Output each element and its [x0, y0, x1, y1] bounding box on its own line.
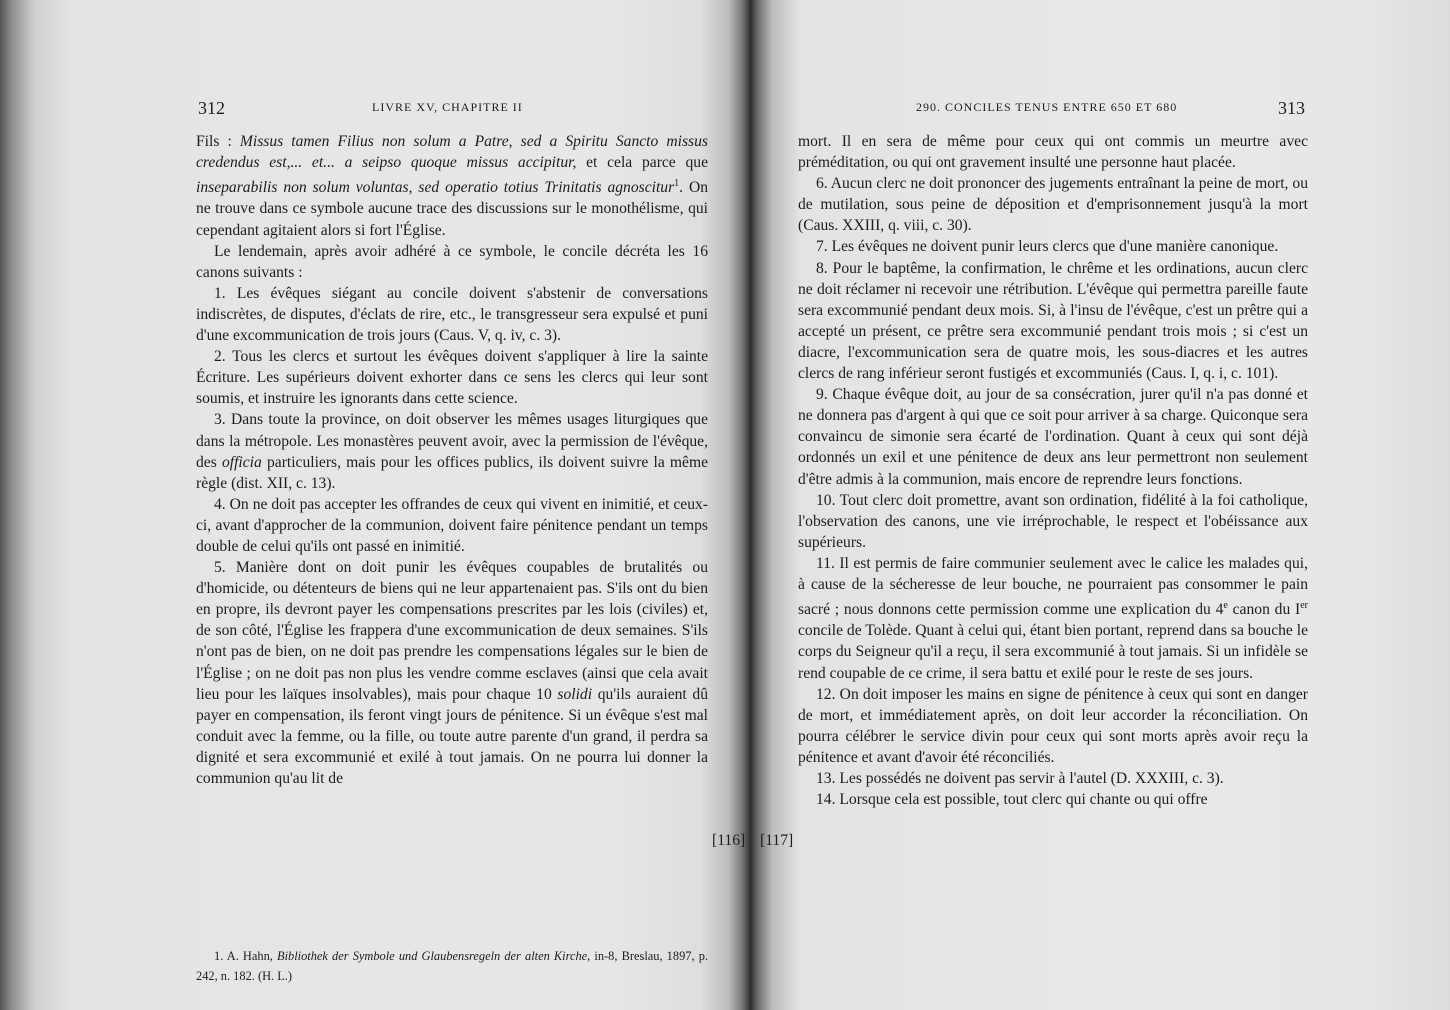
right-running-header: 290. CONCILES TENUS ENTRE 650 ET 680 — [916, 100, 1178, 114]
paragraph: 12. On doit imposer les mains en signe de pénitence à ceux qui sont en danger de mort, et immédiatement après, on doit leur accorder la réconciliation. On pourra célébrer le service divin pour ceux qui sont morts après avoir reçu la pénitence et avant d'avoir été réconciliés. — [798, 685, 1308, 766]
paragraph: 11. Il est permis de faire communier seulement avec le calice les malades qui, à cause de la sécheresse de leur bouche, ne pourraient pas consommer le pain sacré ; nous donnons cette permission comme une explication du 4e canon du Ier concile de Tolède. Quant à celui qui, étant bien portant, reprend dans sa bouche le corps du Seigneur qu'il a reçu, il sera excommunié à tout jamais. Si un infidèle se rend coupable de ce crime, il sera battu et exilé pour le reste de ses jours. — [798, 554, 1308, 682]
paragraph: 8. Pour le baptême, la confirmation, le chrême et les ordinations, aucun clerc ne doit réclamer ni recevoir une rétribution. L'évêque qui permettra pareille faute sera excommunié pendant deux mois. Si, à l'insu de l'évêque, c'est un prêtre qui a accepté un présent, ce prêtre sera excommunié pendant trois mois ; si c'est un diacre, l'excommunication sera de quatre mois, les sous-diacres et les autres clercs de rang inférieur seront fustigés et excommuniés (Caus. I, q. i, c. 101). — [798, 259, 1308, 383]
paragraph: Fils : Missus tamen Filius non solum a Patre, sed a Spiritu Sancto missus credendus est,... et... a seipso quoque missus accipitur, et cela parce que inseparabilis non solum voluntas, sed operatio totius Trinitatis agnoscitur$^1$. On ne trouve dans ce symbole aucune trace des discussions sur le monothélisme, qui cependant agitaient alors si fort l'Église. — [196, 133, 709, 239]
paragraph: 1. Les évêques siégant au concile doivent s'abstenir de conversations indiscrètes, de disputes, d'éclats de rire, etc., le transgresseur sera expulsé et puni d'une excommunication de trois jours (Caus. V, q. iv, c. 3). — [196, 284, 708, 345]
right-marginal-page-ref: [117] — [760, 832, 794, 849]
paragraph: 14. Lorsque cela est possible, tout clerc qui chante ou qui offre — [816, 791, 1208, 809]
right-body-text — [798, 131, 1308, 810]
footnote: 1. A. Hahn, Bibliothek der Symbole und Glaubensregeln der alten Kirche, in-8, Breslau, 1897, p. 242, n. 182. (H. L.) — [196, 949, 708, 983]
paragraph: 7. Les évêques ne doivent punir leurs clercs que d'une manière canonique. — [816, 238, 1279, 256]
footnote-ref[interactable]: 1 — [674, 178, 680, 190]
left-body-text — [196, 131, 708, 789]
paragraph: 3. Dans toute la province, on doit observer les mêmes usages liturgiques que dans la métropole. Les monastères peuvent avoir, avec la permission de l'évêque, des officia particuliers, mais pour les offices publics, ils doivent suivre la même règle (dist. XII, c. 13). — [196, 411, 709, 492]
paragraph: 4. On ne doit pas accepter les offrandes de ceux qui vivent en inimitié, et ceux-ci, avant d'approcher de la communion, doivent faire pénitence pendant un temps double de celui qu'ils ont passé en inimitié. — [196, 495, 708, 555]
paragraph: 9. Chaque évêque doit, au jour de sa consécration, jurer qu'il n'a pas donné et ne donnera pas d'argent à qui que ce soit pour arriver à sa charge. Quiconque sera convaincu de simonie sera écarté de l'ordination. Quant à ceux qui sont déjà ordonnés un exil et une pénitence de deux ans leur permettront non seulement d'être admis à la communion, mais encore de reprendre leurs fonctions. — [798, 386, 1308, 488]
right-page — [750, 0, 1450, 1010]
paragraph: 2. Tous les clercs et surtout les évêques doivent s'appliquer à lire la sainte Écriture. Les supérieurs doivent exhorter dans ce sens les clercs qui leur sont soumis, et instruire les ignorants dans cette science. — [196, 348, 708, 408]
left-page-number: 312 — [198, 98, 225, 118]
paragraph: 6. Aucun clerc ne doit prononcer des jugements entraînant la peine de mort, ou de mutilation, sous peine de déposition et d'emprisonnement jusqu'à la mort (Caus. XXIII, q. viii, c. 30). — [798, 175, 1308, 235]
paragraph: 5. Manière dont on doit punir les évêques coupables de brutalités ou d'homicide, ou détenteurs de biens qui ne leur appartenaient pas. S'ils ont du bien en propre, ils devront payer les compensations prescrites par les lois (civiles) et, de son côté, l'Église les frappera d'une excommunication de deux semaines. S'ils n'ont pas de bien, on ne doit pas prendre les compensations légales sur le bien de l'Église ; on ne doit pas non plus les vendre comme esclaves (ainsi que cela avait lieu pour les laïques insolvables), mais pour chaque 10 solidi qu'ils auraient dû payer en compensation, ils feront vingt jours de pénitence. Si un évêque s'est mal conduit avec la femme, ou la fille, ou toute autre parente d'un grand, il perdra sa dignité et sera excommunié et exilé à tout jamais. On ne pourra lui donner la communion qu'au lit de — [196, 559, 708, 787]
paragraph: 13. Les possédés ne doivent pas servir à l'autel (D. XXXIII, c. 3). — [816, 770, 1224, 787]
left-marginal-page-ref: [116] — [712, 832, 746, 849]
right-page-number: 313 — [1278, 98, 1305, 118]
paragraph: 10. Tout clerc doit promettre, avant son ordination, fidélité à la foi catholique, l'observation des canons, une vie irréprochable, le respect et l'obéissance aux supérieurs. — [798, 491, 1308, 551]
paragraph: mort. Il en sera de même pour ceux qui ont commis un meurtre avec préméditation, ou qui ont gravement insulté une personne haut placée. — [798, 133, 1308, 172]
left-footnotes — [196, 946, 708, 986]
left-running-header: LIVRE XV, CHAPITRE II — [372, 100, 523, 114]
paragraph: Le lendemain, après avoir adhéré à ce symbole, le concile décréta les 16 canons suivants : — [196, 242, 708, 281]
